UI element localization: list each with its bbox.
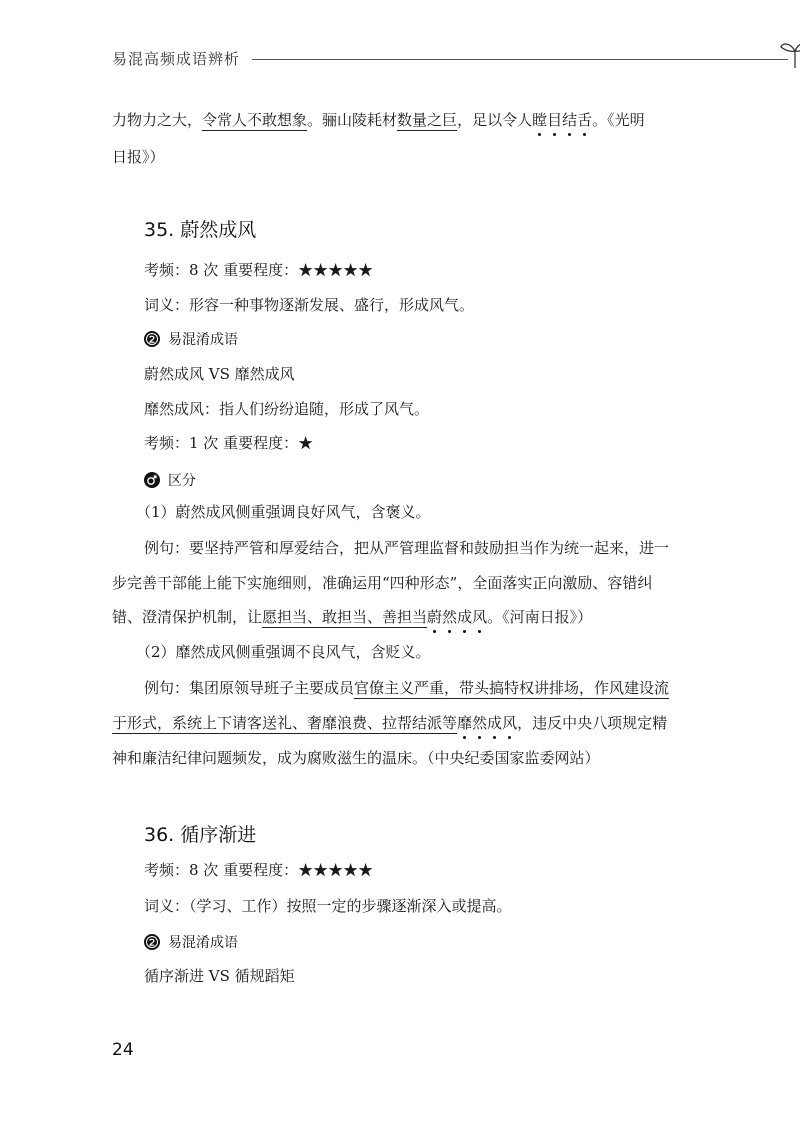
intro-line-2: 日报》）	[112, 148, 165, 166]
header-rule	[252, 59, 788, 60]
entry-35-pair: 蔚然成风 VS 靡然成风	[144, 365, 295, 383]
entry-36-pair: 循序渐进 VS 循规蹈矩	[144, 967, 295, 985]
page-number: 24	[112, 1040, 134, 1060]
entry-36-title: 36. 循序渐进	[144, 824, 257, 846]
entry-36-frequency: 考频：8 次 重要程度：★★★★★	[144, 861, 374, 879]
entry-36-confusable-heading: 易混淆成语	[144, 932, 238, 952]
running-header-title: 易混高频成语辨析	[112, 50, 241, 68]
underlined-phrase: 愿担当、敢担当、善担当	[262, 608, 428, 626]
emphasis-char: 风	[502, 714, 518, 732]
emphasis-char: 靡	[457, 714, 473, 732]
emphasis-char: 成	[487, 714, 503, 732]
entry-35-example-1-line-2: 步完善干部能上能下实施细则，准确运用“四种形态”，全面落实正向激励、容错纠	[112, 574, 653, 592]
running-header	[112, 44, 712, 74]
entry-35-point-1: （1）蔚然成风侧重强调良好风气，含褒义。	[136, 503, 431, 521]
emphasis-char: 成	[457, 608, 473, 626]
emphasis-char: 结	[562, 111, 578, 129]
entry-36-meaning: 词义：（学习、工作）按照一定的步骤逐渐深入或提高。	[144, 897, 512, 915]
entry-35-point-2: （2）靡然成风侧重强调不良风气，含贬义。	[136, 643, 431, 661]
entry-35-frequency: 考频：8 次 重要程度：★★★★★	[144, 261, 374, 279]
entry-35-distinguish-heading: 区分	[144, 470, 196, 490]
emphasis-char: 舌	[577, 111, 593, 129]
entry-35-confusable-heading: 易混淆成语	[144, 329, 238, 349]
emphasis-char: 蔚	[427, 608, 443, 626]
underlined-phrase: 数量之巨	[397, 111, 458, 129]
entry-35-example-2-line-3: 神和廉洁纪律问题频发，成为腐败滋生的温床。（中央纪委国家监委网站）	[112, 749, 600, 767]
emphasis-char: 然	[442, 608, 458, 626]
emphasis-char: 风	[472, 608, 488, 626]
gender-symbol-icon	[144, 472, 160, 488]
entry-35-example-2-line-2: 于形式，系统上下请客送礼、奢靡浪费、拉帮结派等靡然成风，违反中央八项规定精	[112, 714, 668, 732]
intro-line-1: 力物力之大，令常人不敢想象。骊山陵耗材数量之巨，足以令人瞠目结舌。《光明	[112, 111, 645, 129]
entry-35-example-1-line-1: 例句：要坚持严管和厚爱结合，把从严管理监督和鼓励担当作为统一起来，进一	[144, 539, 670, 557]
entry-35-meaning: 词义：形容一种事物逐渐发展、盛行，形成风气。	[144, 296, 475, 314]
entry-35-other-frequency: 考频：1 次 重要程度：★	[144, 434, 314, 452]
emphasis-char: 瞠	[532, 111, 548, 129]
circled-two-icon	[144, 934, 160, 950]
entry-35-other-meaning: 靡然成风：指人们纷纷追随，形成了风气。	[144, 400, 430, 418]
circled-two-icon	[144, 331, 160, 347]
emphasis-char: 然	[472, 714, 488, 732]
underlined-phrase: 官僚主义严重，带头搞特权讲排场，作风建设流	[354, 679, 670, 697]
underlined-phrase: 于形式，系统上下请客送礼、奢靡浪费、拉帮结派等	[112, 714, 458, 732]
entry-35-example-2-line-1: 例句：集团原领导班子主要成员官僚主义严重，带头搞特权讲排场，作风建设流	[144, 679, 670, 697]
emphasis-char: 目	[547, 111, 563, 129]
entry-35-title: 35. 蔚然成风	[144, 219, 257, 241]
sprout-icon	[778, 38, 800, 70]
underlined-phrase: 令常人不敢想象	[202, 111, 308, 129]
entry-35-example-1-line-3: 错、澄清保护机制，让愿担当、敢担当、善担当蔚然成风。《河南日报》）	[112, 608, 593, 626]
